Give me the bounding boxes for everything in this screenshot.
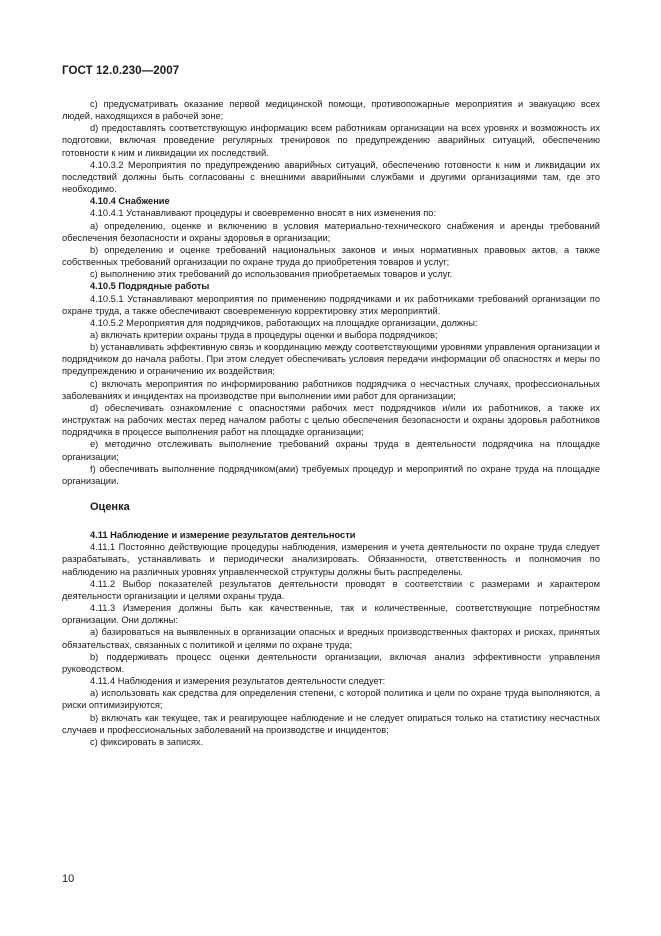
section-heading: 4.10.4 Снабжение [90, 196, 170, 207]
paragraph: a) определению, оценке и включению в условия материально-технического снабжения и аренды требований обеспечения безопасности и охраны здоровья в организации; [62, 220, 600, 243]
paragraph: 4.10.5.1 Устанавливают мероприятия по применению подрядчиками и их работниками требований организации по охране труда, а также обеспечивают своевременную корректировку этих мероприятий. [62, 293, 600, 316]
paragraph: 4.11.2 Выбор показателей результатов деятельности проводят в соответствии с размерами и характером деятельности организации и целями охраны труда. [62, 578, 600, 601]
part-title: Оценка [90, 501, 130, 513]
paragraph: d) обеспечивать ознакомление с опасностями рабочих мест подрядчиков и/или их работников, а также их инструктаж на рабочих местах перед началом работы с целью обеспечения безопасности и охраны здоровья работников подрядчика в процессе выполнения работ на площадке организации; [62, 402, 600, 438]
paragraph: 4.11.4 Наблюдения и измерения результатов деятельности следует: [90, 676, 386, 687]
paragraph: 4.10.3.2 Мероприятия по предупреждению аварийных ситуаций, обеспечению готовности к ним и ликвидации их последствий должны быть согласованы с внешними аварийными службами и другими организациями там, где это необходимо. [62, 159, 600, 195]
paragraph: 4.10.4.1 Устанавливают процедуры и своевременно вносят в них изменения по: [90, 208, 437, 219]
paragraph: c) предусматривать оказание первой медицинской помощи, противопожарные мероприятия и эвакуацию всех людей, находящихся в рабочей зоне; [62, 99, 600, 122]
paragraph: a) базироваться на выявленных в организации опасных и вредных производственных факторах и рисках, принятых обязательствах, связанных с политикой и целями по охране труда; [62, 627, 600, 650]
section-heading: 4.11 Наблюдение и измерение результатов деятельности [90, 530, 356, 541]
paragraph: 4.11.1 Постоянно действующие процедуры наблюдения, измерения и учета деятельности по охране труда следует разрабатывать, устанавливать и периодически анализировать. Обязанности, ответственность и полномочия по наблюдению на различных уровнях управленческой структуры должны быть распределены. [62, 542, 600, 577]
paragraph: c) фиксировать в записях. [90, 736, 204, 747]
paragraph: e) методично отслеживать выполнение требований охраны труда в деятельности подрядчика на площадке организации; [62, 439, 600, 462]
paragraph: b) устанавливать эффективную связь и координацию между соответствующими уровнями управления организации и подрядчиком до начала работы. При этом следует обеспечивать условия передачи информации об опасностях и меры по предупреждению и ограничению их воздействия; [62, 342, 600, 377]
paragraph: c) включать мероприятия по информированию работников подрядчика о несчастных случаях, профессиональных заболеваниях и инцидентах на производстве при выполнении ими работ для организации; [62, 378, 600, 401]
paragraph: d) предоставлять соответствующую информацию всем работникам организации на всех уровнях и возможность их подготовки, включая проведение регулярных тренировок по предупреждению аварийных ситуаций, обеспечению готовности к ним и ликвидации их последствий. [62, 123, 600, 158]
paragraph: 4.10.5.2 Мероприятия для подрядчиков, работающих на площадке организации, должны: [90, 317, 478, 328]
paragraph: a) включать критерии охраны труда в процедуры оценки и выбора подрядчиков; [90, 329, 438, 340]
page-number: 10 [62, 873, 75, 885]
paragraph: c) выполнению этих требований до использования приобретаемых товаров и услуг. [90, 269, 453, 280]
paragraph: b) поддерживать процесс оценки деятельности организации, включая анализ эффективности управления руководством. [62, 651, 600, 674]
paragraph: b) включать как текущее, так и реагирующее наблюдение и не следует опираться только на статистику несчастных случаев и профессиональных заболеваний на производстве и инцидентов; [62, 712, 600, 735]
paragraph: f) обеспечивать выполнение подрядчиком(ами) требуемых процедур и мероприятий по охране труда на площадке организации. [62, 463, 600, 486]
document-header-id: ГОСТ 12.0.230—2007 [62, 65, 180, 77]
paragraph: 4.11.3 Измерения должны быть как качественные, так и количественные, соответствующие потребностям организации. Они должны: [62, 603, 600, 626]
paragraph: a) использовать как средства для определения степени, с которой политика и цели по охране труда выполняются, а риски оптимизируются; [62, 688, 600, 711]
paragraph: b) определению и оценке требований национальных законов и иных нормативных правовых актов, а также собственных требований организации по охране труда до приобретения товаров и услуг; [62, 244, 600, 268]
section-heading: 4.10.5 Подрядные работы [90, 281, 210, 292]
document-body [62, 98, 600, 748]
